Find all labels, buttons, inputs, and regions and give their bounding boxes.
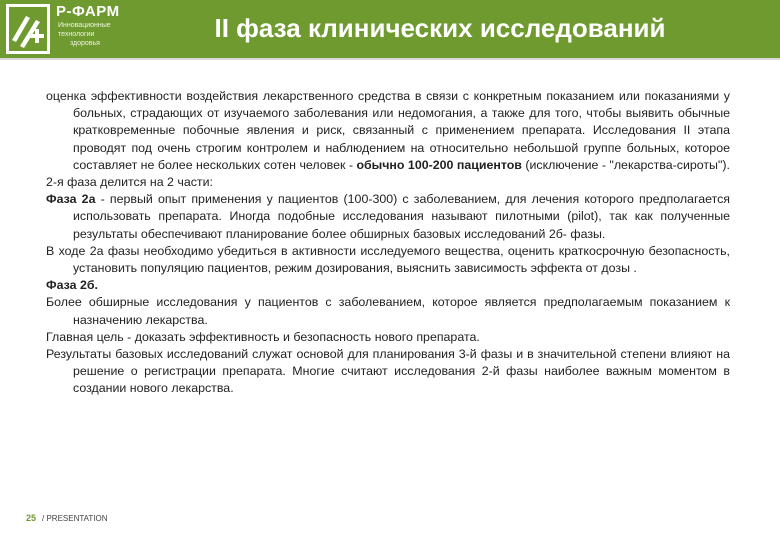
paragraph-4: В ходе 2а фазы необходимо убедиться в активности исследуемого вещества, оценить краткосрочную безопасность, установить популяцию пациентов, режим дозирования, выяснить зависимость эффекта от дозы .: [46, 243, 730, 276]
brand-tagline-2: технологии: [58, 31, 95, 38]
brand-name: Р-ФАРМ: [56, 3, 120, 20]
brand-tagline-3: здоровья: [70, 40, 100, 47]
paragraph-1-text: оценка эффективности воздействия лекарственного средства в связи с конкретным показанием или показаниями у больных, страдающих от изучаемого заболевания или недомогания, а также для того, чтобы выявить обычные кратковременные побочные явления и риск, связанный с применением препарата. Исследования II этапа проводят под очень строгим контролем и наблюдением на относительно небольшой группе больных, которое составляет не более нескольких сотен человек -: [46, 89, 730, 172]
paragraph-2: 2-я фаза делится на 2 части:: [46, 175, 213, 190]
header-bar: [0, 0, 780, 58]
paragraph-1-tail: (исключение - "лекарства-сироты").: [521, 157, 730, 172]
content-body: [46, 88, 730, 398]
paragraph-1: [46, 88, 730, 174]
page-number: 25: [26, 513, 37, 523]
brand-tagline-1: Инновационные: [58, 22, 111, 29]
page-title: II фаза клинических исследований: [214, 13, 666, 43]
phase-2a-label: Фаза 2а: [46, 192, 96, 207]
r-pharm-logo-icon: [6, 4, 50, 54]
paragraph-8: Результаты базовых исследований служат основой для планирования 3-й фазы и в значительной степени влияют на решение о регистрации препарата. Многие считают исследования 2-й фазы наиболее важным моментом в создании нового лекарства.: [46, 347, 730, 396]
phase-2a-text: - первый опыт применения у пациентов (100-300) с заболеванием, для лечения которого предполагается использовать препарата. Иногда подобные исследования называют пилотными (pilot), так как полученные результаты обеспечивают планирование более обширных базовых исследований 2б- фазы.: [73, 192, 731, 241]
brand-block: [56, 3, 120, 48]
paragraph-7: Главная цель - доказать эффективность и безопасность нового препарата.: [46, 329, 480, 344]
phase-2b-label: Фаза 2б.: [46, 278, 98, 293]
paragraph-6: Более обширные исследования у пациентов с заболеванием, которое является предполагаемым показанием к назначению лекарства.: [46, 295, 730, 327]
header-divider: [0, 58, 780, 60]
paragraph-1-bold: обычно 100-200 пациентов: [356, 157, 522, 172]
paragraph-3: [46, 191, 730, 243]
footer: [26, 513, 108, 523]
footer-label: / PRESENTATION: [42, 514, 108, 523]
